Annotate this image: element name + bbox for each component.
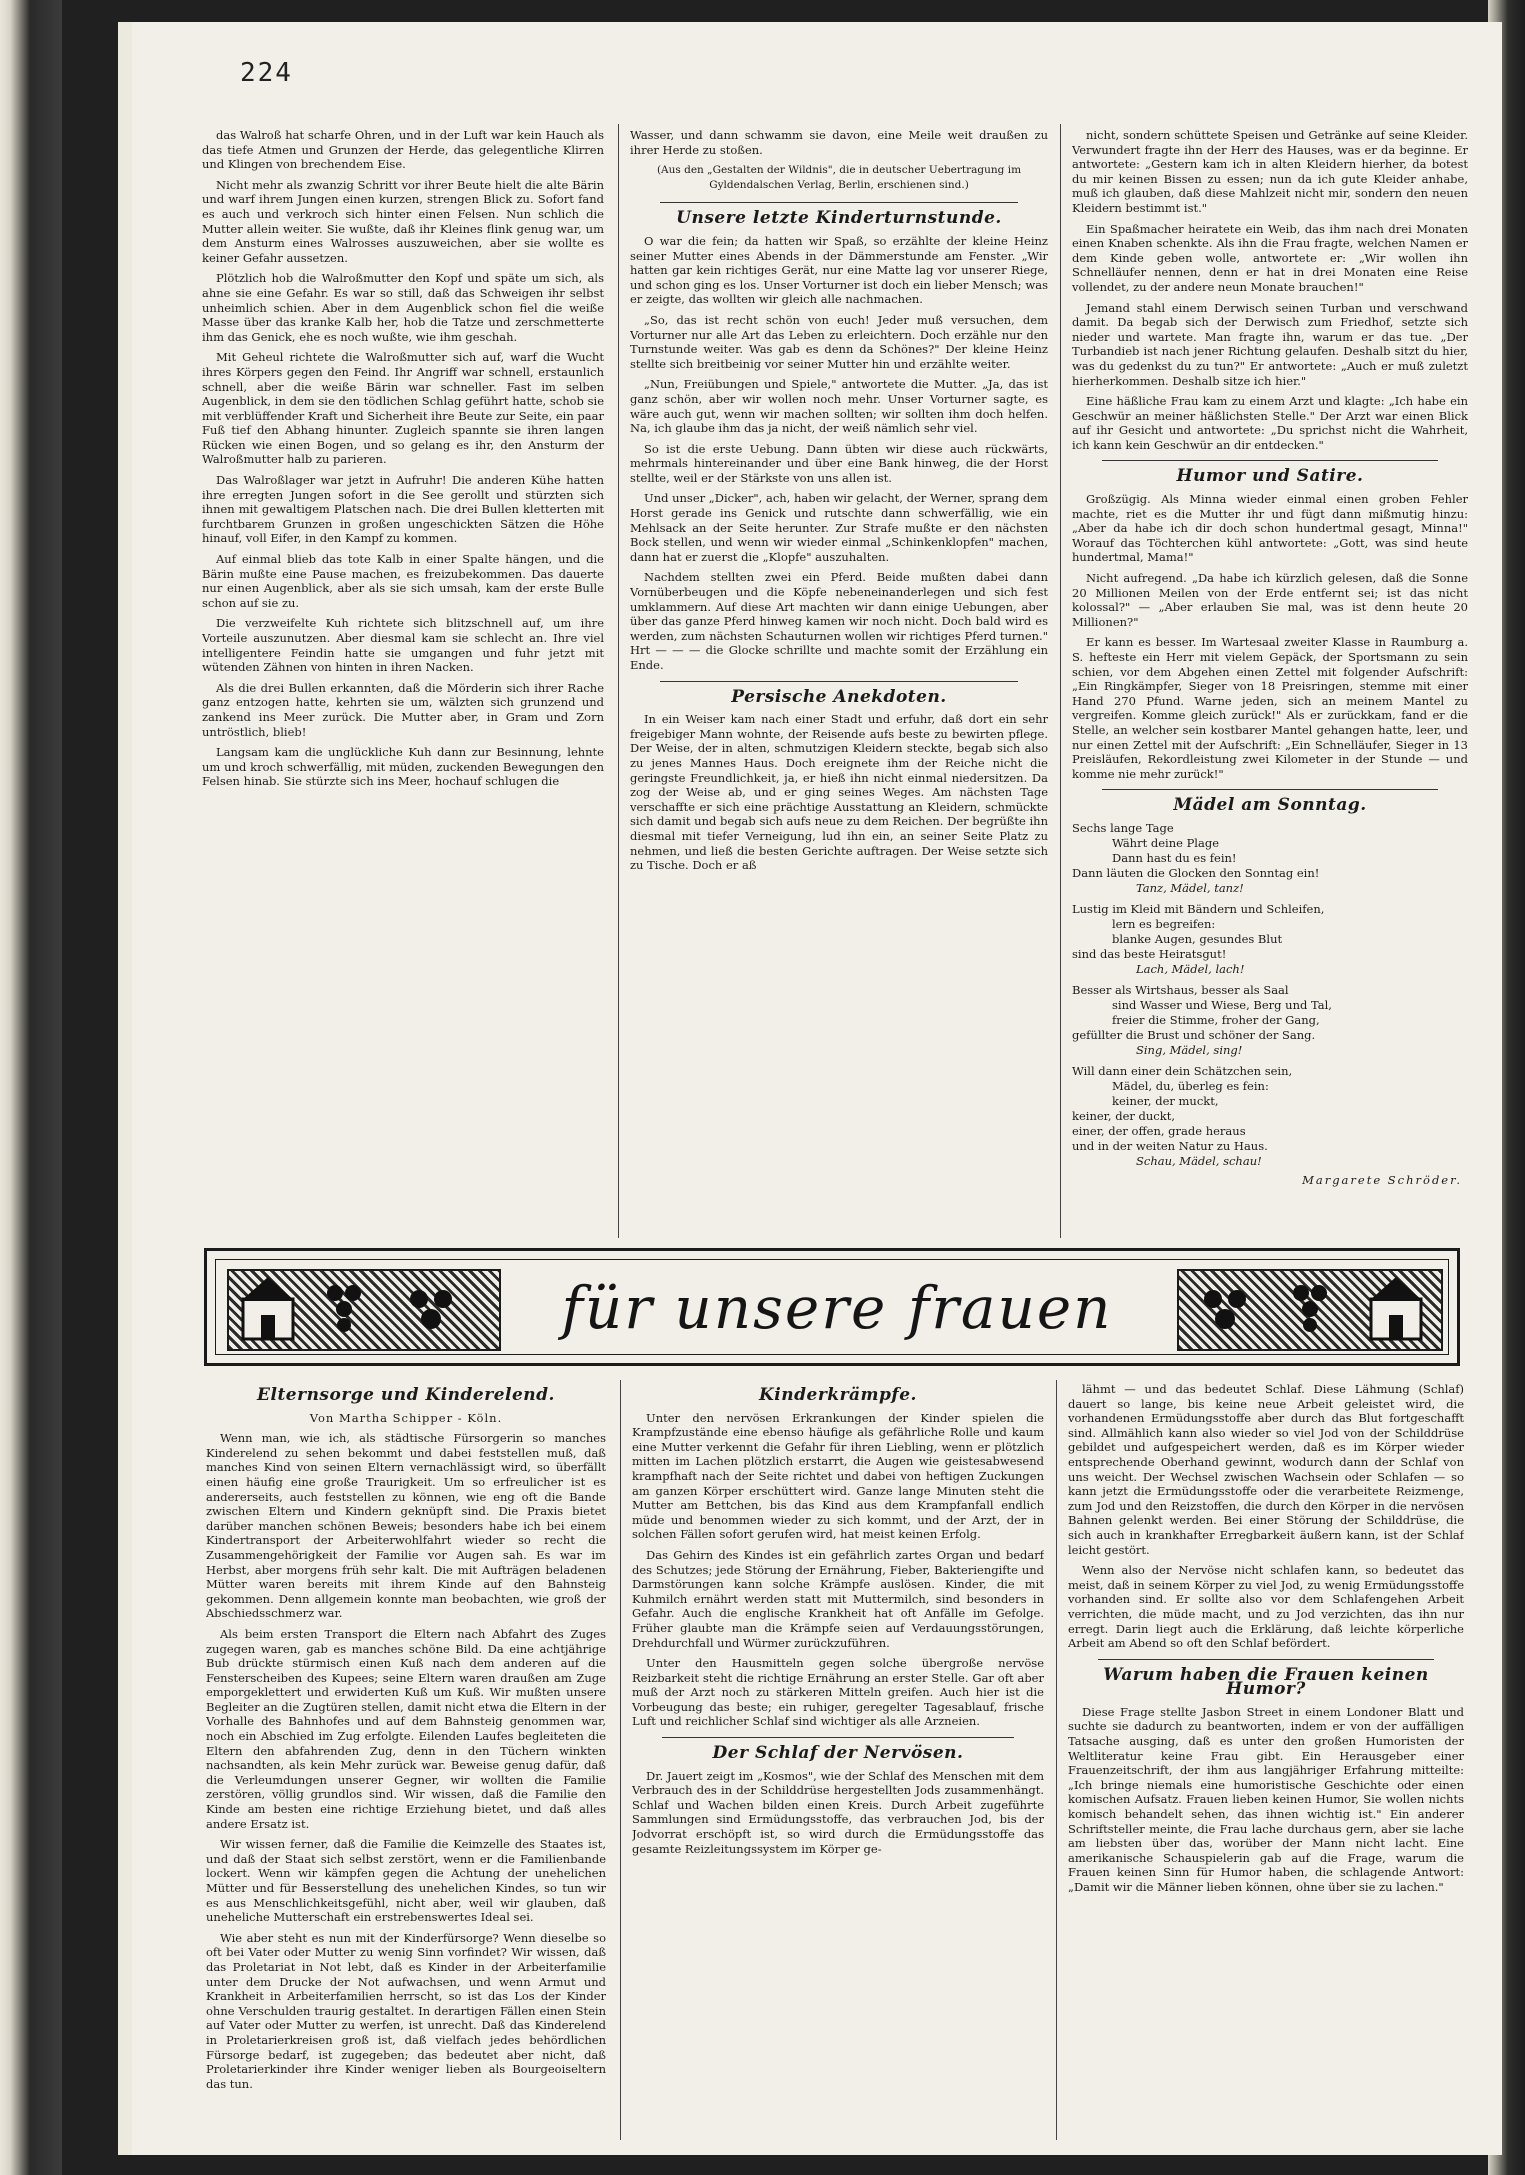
poem-line: keiner, der muckt,	[1112, 1093, 1219, 1108]
separator-line	[1102, 789, 1438, 790]
paragraph: Wie aber steht es nun mit der Kinderfürsorge? Wenn dieselbe so oft bei Vater oder Mutter zu wenig Sinn vorfindet? Wir wissen, daß das Proletariat in Not lebt, daß es Kinder in der Arbeiterfamilie unter dem Drucke der Not aufwachsen, und wenn Armut und Krankheit in Arbeiterfamilien herrscht, so ist das Los der Kinder ohne Verschulden traurig gestaltet. In derartigen Fällen einen Stein auf Vater oder Mutter zu werfen, ist unrecht. Daß das Kinderelend in Proletarierkreisen groß ist, daß vielfach jedes behördlichen Fürsorge bedarf, ist zugegeben; das bedeutet aber nicht, daß Proletarierkinder ihre Kinder weniger lieben als Bourgeoiseltern das tun.	[206, 1930, 606, 2091]
anecdotes-continued	[1072, 128, 1468, 452]
poem-line: freier die Stimme, froher der Gang,	[1112, 1012, 1320, 1027]
poem-line: Dann läuten die Glocken den Sonntag ein!	[1072, 865, 1320, 880]
heading-kinderturnstunde: Unsere letzte Kinderturnstunde.	[676, 208, 1002, 229]
elternsorge-body	[206, 1431, 606, 2091]
poem-line: Mädel, du, überleg es fein:	[1112, 1078, 1269, 1093]
poem-line: einer, der offen, grade heraus	[1072, 1123, 1246, 1138]
poem-line: Lustig im Kleid mit Bändern und Schleifen,	[1072, 901, 1325, 916]
byline: Von Martha Schipper - Köln.	[309, 1410, 503, 1425]
poem-line: lern es begreifen:	[1112, 916, 1216, 931]
article-elternsorge	[206, 1382, 606, 2142]
page-number: 224	[240, 58, 293, 88]
heading-warum-keinen-humor: Warum haben die Frauen keinen Humor?	[1103, 1664, 1429, 1700]
paragraph: Mit Geheul richtete die Walroßmutter sich auf, warf die Wucht ihres Körpers gegen den Feind. Ihr Angriff war schnell, erstaunlich schnell, aber die weiße Bärin war schneller. Fast im selben Augenblick, in dem sie den tödlichen Schlag geführt hatte, schob sie mit verblüffender Kraft und Sicherheit ihre Beute zur Seite, ein paar Fuß tief den Abhang hinunter. Zugleich spannte sie ihren langen Rücken wie einen Bogen, und so gelang es ihr, den Ansturm der Walroßmutter halb zu parieren.	[202, 350, 604, 467]
humor-item: Er kann es besser. Im Wartesaal zweiter Klasse in Raumburg a. S. hefteste ein Herr mit vielem Gepäck, der Sportsmann zu sein schien, vor dem Abgehen einen Zettel mit folgender Aufschrift: „Ein Ringkämpfer, Sieger von 18 Preisringen, stemme mit einer Hand 270 Pfund. Warne jeden, sich an meinem Mantel zu vergreifen. Komme gleich zurück!" Als er zurückkam, fand er die Stelle, an welcher sein kostbarer Mantel gehangen hatte, leer, und nur einen Zettel mit der Aufschrift: „Ein Schnelläufer, Sieger in 13 Preisläufen, Rekordleistung zwei Kilometer in der Stunde — und komme nie mehr zurück!"	[1072, 635, 1468, 781]
poem-line: sind das beste Heiratsgut!	[1072, 946, 1227, 961]
section-banner	[204, 1248, 1460, 1366]
column-rule	[618, 124, 619, 1238]
paragraph: Langsam kam die unglückliche Kuh dann zur Besinnung, lehnte um und kroch schwerfällig, mit müden, zuckenden Bewegungen den Felsen hinab. Sie stürzte sich ins Meer, hochauf schlugen die	[202, 745, 604, 789]
paragraph: „So, das ist recht schön von euch! Jeder muß versuchen, dem Vorturner nur alle Art das Leben zu erleichtern. Doch erzähle nur den Turnstunde weiter. Was gab es denn da Schönes?" Der kleine Heinz stellte sich breitbeinig vor seiner Mutter hin und erzählte weiter.	[630, 312, 1048, 371]
walrus-conclusion: Wasser, und dann schwamm sie davon, eine Meile weit draußen zu ihrer Herde zu stoßen.	[630, 128, 1048, 157]
poem-line: keiner, der duckt,	[1072, 1108, 1175, 1123]
poem-line: blanke Augen, gesundes Blut	[1112, 931, 1283, 946]
separator-line	[1102, 460, 1438, 461]
column-rule	[1056, 1380, 1057, 2140]
book-binding-left	[0, 0, 62, 2175]
poem-line: Besser als Wirtshaus, besser als Saal	[1072, 982, 1289, 997]
grape-ornament-icon	[1283, 1269, 1341, 1347]
poem-line: Schau, Mädel, schau!	[1136, 1153, 1262, 1168]
grape-ornament-icon	[317, 1269, 375, 1347]
paragraph: Wenn also der Nervöse nicht schlafen kann, so bedeutet das meist, daß in seinem Körper zu viel Jod, zu wenig Ermüdungsstoffe vorhanden sind. Er sollte also vor dem Schlafengehen Arbeit verrichten, die müde macht, und zu Jod verzichten, das ihn nur erregt. Darin liegt auch die Erklärung, daß leichte körperliche Arbeit am Abend so oft den Schlaf befördert.	[1068, 1563, 1464, 1651]
house-ornament-icon	[1367, 1269, 1425, 1347]
poem-author: Margarete Schröder.	[1302, 1172, 1462, 1187]
fruit-ornament-icon	[403, 1269, 461, 1347]
poem-line: Will dann einer dein Schätzchen sein,	[1072, 1063, 1293, 1078]
separator-line	[660, 681, 1018, 682]
heading-humor-und-satire: Humor und Satire.	[1176, 466, 1364, 487]
heading-persische-anekdoten: Persische Anekdoten.	[731, 686, 947, 707]
separator-line	[1098, 1659, 1434, 1660]
anecdote-text: In ein Weiser kam nach einer Stadt und erfuhr, daß dort ein sehr freigebiger Mann wohnte, der Reisende aufs beste zu bewirten pflege. Der Weise, der in alten, schmutzigen Kleidern steckte, begab sich also zu jenes Mannes Haus. Doch ereignete ihm der Reiche nicht die geringste Freundlichkeit, ja, er hieß ihn nicht einmal niedersitzen. Da zog der Weise ab, und er ging seines Weges. Am nächsten Tage verschaffte er sich eine prächtige Ausstattung an Kleidern, schmückte sich damit und begab sich aufs neue zu dem Reichen. Der begrüßte ihn diesmal mit tiefer Verneigung, lud ihn ein, an seiner Seite Platz zu nehmen, und ließ die besten Gerichte auftragen. Der Weise setzte sich zu Tische. Doch er aß	[630, 712, 1048, 873]
bottom-column-3	[1068, 1382, 1464, 2142]
poem-line: und in der weiten Natur zu Haus.	[1072, 1138, 1268, 1153]
paragraph: Jemand stahl einem Derwisch seinen Turban und verschwand damit. Da begab sich der Derwisch zum Friedhof, setzte sich nieder und wartete. Man fragte ihn, warum er das tue. „Der Turbandieb ist nach jener Richtung gelaufen. Deshalb sitzt du hier, was du gedenkst du zu tun?" Er antwortete: „Auch er muß zuletzt hierherkommen. Deshalb sitze ich hier."	[1072, 300, 1468, 388]
article-walrus-continued	[202, 128, 604, 1240]
paragraph: Unter den nervösen Erkrankungen der Kinder spielen die Krampfzustände eine ebenso häufige als gefährliche Rolle und kaum eine Mutter verkennt die Gefahr für ihren Liebling, wenn er plötzlich mitten im Lachen plötzlich erstarrt, die Augen wie geistesabwesend krampfhaft nach der Seite richtet und dabei von heftigen Zuckungen am ganzen Körper erschüttert wird. Ganze lange Minuten steht die Mutter am Bettchen, bis das Kind aus dem Krampfanfall endlich müde und benommen wieder zu sich kommt, und der Arzt, der in solchen Fällen sofort gerufen wird, hat meist keinen Erfolg.	[632, 1410, 1044, 1542]
humor-items	[1072, 492, 1468, 781]
poem-line: Sechs lange Tage	[1072, 820, 1174, 835]
upper-column-2	[630, 128, 1048, 1240]
paragraph: Ein Spaßmacher heiratete ein Weib, das ihm nach drei Monaten einen Knaben schenkte. Als ihn die Frau fragte, welchen Namen er dem Kinde geben wolle, antwortete er: „Wir wollen ihn Schnelläufer nennen, denn er hat in drei Monaten eine Reise vollendet, zu der andere neun Monate brauchen!"	[1072, 221, 1468, 294]
paragraph: das Walroß hat scharfe Ohren, und in der Luft war kein Hauch als das tiefe Atmen und Grunzen der Herde, das gelegentliche Klirren und Klingen von brechendem Eise.	[202, 128, 604, 172]
paragraph: „Nun, Freiübungen und Spiele," antwortete die Mutter. „Ja, das ist ganz schön, aber wir wollen noch mehr. Unser Vorturner sagte, es wäre auch gut, wenn wir machen sollten; wir sollten ihm doch helfen. Na, ich glaube ihm das ja nicht, der weiß nämlich sehr viel.	[630, 377, 1048, 436]
paragraph: So ist die erste Uebung. Dann übten wir diese auch rückwärts, mehrmals hintereinander und über eine Bank hinweg, die der Horst stellte, weil er der Stärkste von uns allen ist.	[630, 441, 1048, 485]
humor-item: Nicht aufregend. „Da habe ich kürzlich gelesen, daß die Sonne 20 Millionen Meilen von der Erde entfernt sei; ist das nicht kolossal?" — „Aber erlauben Sie mal, was ist denn heute 20 Millionen?"	[1072, 571, 1468, 629]
schlaf-continued	[1068, 1382, 1464, 1651]
source-note: (Aus den „Gestalten der Wildnis", die in deutscher Uebertragung im Gyldendalschen Verlag, Berlin, erschienen sind.)	[656, 164, 1022, 191]
paragraph: Das Walroßlager war jetzt in Aufruhr! Die anderen Kühe hatten ihre erregten Jungen sofort in die See gerollt und stürzten sich ihnen mit gewaltigem Platschen nach. Die drei Bullen kletterten mit furchtbarem Grunzen in großen ungeschickten Sätzen die Höhe hinauf, voll Eifer, in den Kampf zu kommen.	[202, 473, 604, 546]
paragraph: nicht, sondern schüttete Speisen und Getränke auf seine Kleider. Verwundert fragte ihn der Herr des Hauses, was er da beginne. Er antwortete: „Gestern kam ich in alten Kleidern hierher, da botest du mir keinen Bissen zu essen; nun da ich gute Kleider anhabe, muß ich glauben, daß diese Mahlzeit nicht mir, sondern den neuen Kleidern bestimmt ist."	[1072, 128, 1468, 215]
fruit-ornament-icon	[1197, 1269, 1255, 1347]
paragraph: Als beim ersten Transport die Eltern nach Abfahrt des Zuges zugegen waren, gab es manches schöne Bild. Da eine achtjährige Bub drückte stürmisch einen Kuß nach dem anderen auf die Fensterscheiben des Kupees; seine Eltern waren draußen am Zuge emporgeklettert und erwiderten Kuß um Kuß. Wir mußten unsere Begleiter an die Zugtüren stellen, damit nicht etwa die Eltern in der Vorhalle des Bahnhofes und auf dem Bahnsteig genommen war, noch ein Abschied im Zug erfolgte. Eilenden Laufes begleiteten die Eltern den abfahrenden Zug, denn in den Tüchern winkten nachsandten, als kein Mehr zurück war. Beweise genug dafür, daß die Verleumdungen unserer Gegner, wir wollten die Familie zerstören, völlig grundlos sind. Wir wissen, daß die Familie den Kinde am besten eine richtige Erziehung bietet, und daß alles andere Ersatz ist.	[206, 1626, 606, 1831]
banner-title: für unsere frauen	[561, 1274, 1113, 1342]
paragraph: Eine häßliche Frau kam zu einem Arzt und klagte: „Ich habe ein Geschwür an meiner häßlichsten Stelle." Der Arzt war einen Blick auf ihr Gesicht und antwortete: „Du sprichst nicht die Wahrheit, ich kann kein Geschwür an dir entdecken."	[1072, 394, 1468, 452]
paragraph: Wir wissen ferner, daß die Familie die Keimzelle des Staates ist, und daß der Staat sich selbst zerstört, wenn er die Familienbande lockert. Wenn wir kämpfen gegen die Achtung der unehelichen Mütter und für Besserstellung des unehelichen Kindes, so tun wir es aus Menschlichkeitsgefühl, nicht aber, weil wir glauben, daß uneheliche Mutterschaft ein erstrebenswertes Ideal sei.	[206, 1837, 606, 1925]
humor-item: Großzügig. Als Minna wieder einmal einen groben Fehler machte, riet es die Mutter ihr und fügt dann mißmutig hinzu: „Aber da habe ich dir doch schon hundertmal gesagt, Minna!" Worauf das Töchterchen kühl antwortete: „Gott, was sind heute hundertmal, Mama!"	[1072, 492, 1468, 565]
paragraph: Nicht mehr als zwanzig Schritt vor ihrer Beute hielt die alte Bärin und warf ihrem Jungen einen kurzen, strengen Blick zu. Sofort fand es auch und verkroch sich hinter einen Felsen. Nun schlich die Mutter allein weiter. Sie wußte, daß ihr Kleines flink genug war, um dem Ansturm eines Walrosses auszuweichen, aber sie wollte es keiner Gefahr aussetzen.	[202, 177, 604, 265]
humor-article-text: Diese Frage stellte Jasbon Street in einem Londoner Blatt und suchte sie dadurch zu beantworten, indem er von der auffälligen Tatsache ausging, daß es unter den großen Humoristen der Weltliteratur keine Frau gibt. Ein Herausgeber einer Frauenzeitschrift, der ihm aus langjähriger Erfahrung mitteilte: „Ich bringe niemals eine humoristische Geschichte oder einen komischen Aufsatz. Frauen lieben keinen Humor, Sie wollen nichts komisch behandelt sehen, das ihnen wichtig ist." Ein anderer Schriftsteller meinte, die Frau lache durchaus gern, aber sie lache am liebsten über das, worüber der Mann nicht lacht. Eine amerikanische Schauspielerin gab auf die Frage, warum die Frauen keinen Sinn für Humor haben, die schlagende Antwort: „Damit wir die Männer lieben können, ohne über sie zu lachen."	[1068, 1704, 1464, 1894]
paragraph: Plötzlich hob die Walroßmutter den Kopf und späte um sich, als ahne sie eine Gefahr. Es war so still, daß das Schweigen ihr selbst unheimlich schien. Aber in dem Augenblick schon fiel die weiße Masse über das kranke Kalb her, hob die Tatze und zerschmetterte ihm das Genick, ehe es noch wußte, wie ihm geschah.	[202, 271, 604, 344]
schlaf-text: Dr. Jauert zeigt im „Kosmos", wie der Schlaf des Menschen mit dem Verbrauch des in der Schilddrüse hergestellten Jods zusammenhängt. Schlaf und Wachen bilden einen Kreis. Durch Arbeit zugeführte Sammlungen sind Ermüdungsstoffe, das verbrauchen Jod, bis der Jodvorrat erschöpft ist, so wird durch die Ermüdungsstoffe das gesamte Reizleitungssystem im Körper ge-	[632, 1768, 1044, 1856]
bottom-column-2	[632, 1382, 1044, 2142]
heading-schlaf-der-nervoesen: Der Schlaf der Nervösen.	[712, 1743, 964, 1764]
paragraph: lähmt — und das bedeutet Schlaf. Diese Lähmung (Schlaf) dauert so lange, bis keine neue Arbeit geleistet wird, die vorhandenen Ermüdungsstoffe aber durch das Blut fortgeschafft sind. Allmählich kann also wieder so viel Jod von der Schilddrüse gebildet und aufgespeichert werden, daß es im Körper wieder entsprechende Oberhand gewinnt, wodurch dann der Schlaf von uns weicht. Der Wechsel zwischen Wachsein oder Schlafen — so kann jetzt die Ermüdungsstoffe oder die verarbeitete Reizmenge, zum Jod und den Reizstoffen, die durch den Körper in die nervösen Bahnen gelenkt werden. Bei einer Störung der Schilddrüse, die sich auch in krankhafter Erregbarkeit äußern kann, ist der Schlaf leicht gestört.	[1068, 1382, 1464, 1557]
house-ornament-icon	[239, 1269, 297, 1347]
poem-line: Sing, Mädel, sing!	[1136, 1042, 1243, 1057]
separator-line	[660, 202, 1018, 203]
heading-kinderkraempfe: Kinderkrämpfe.	[759, 1385, 917, 1405]
separator-line	[662, 1737, 1014, 1738]
poem-line: Lach, Mädel, lach!	[1136, 961, 1245, 976]
poem-line: Tanz, Mädel, tanz!	[1136, 880, 1244, 895]
poem-line: Dann hast du es fein!	[1112, 850, 1237, 865]
poem-line: sind Wasser und Wiese, Berg und Tal,	[1112, 997, 1332, 1012]
heading-elternsorge: Elternsorge und Kinderelend.	[257, 1385, 555, 1405]
poem-line: Währt deine Plage	[1112, 835, 1220, 850]
paragraph: Unter den Hausmitteln gegen solche übergroße nervöse Reizbarkeit steht die richtige Ernährung an erster Stelle. Gar oft aber muß der Arzt noch zu stärkeren Mitteln greifen. Auch hier ist die Vorbeugung das beste; ein ruhiger, geregelter Tagesablauf, frische Luft und reichlicher Schlaf sind wichtiger als alle Arzneien.	[632, 1656, 1044, 1729]
paragraph: Auf einmal blieb das tote Kalb in einer Spalte hängen, und die Bärin mußte eine Pause machen, es freizubekommen. Das dauerte nur einen Augenblick, aber als sie sich umsah, kam der erste Bulle schon auf sie zu.	[202, 552, 604, 610]
poem	[1072, 821, 1468, 1169]
paragraph: Und unser „Dicker", ach, haben wir gelacht, der Werner, sprang dem Horst gerade ins Genick und rutschte dann schwerfällig, wie ein Mehlsack an der Seite herunter. Zur Strafe mußte er den nächsten Bock stellen, und wenn wir wieder einmal „Schinkenklopfen" machen, dann hat er zuerst die „Klopfe" auszuhalten.	[630, 491, 1048, 564]
heading-maedel-am-sonntag: Mädel am Sonntag.	[1173, 795, 1367, 816]
paragraph: O war die fein; da hatten wir Spaß, so erzählte der kleine Heinz seiner Mutter eines Abends in der Dämmerstunde am Fenster. „Wir hatten gar kein richtiges Gerät, nur eine Matte lag vor unserer Riege, und schon ging es los. Unser Vorturner ist doch ein lieber Mensch; was er zeigte, das wollten wir gleich alle nachmachen.	[630, 233, 1048, 307]
paragraph: Das Gehirn des Kindes ist ein gefährlich zartes Organ und bedarf des Schutzes; jede Störung der Ernährung, Fieber, Bakteriengifte und Darmstörungen kann solche Krämpfe auslösen. Kinder, die mit Kuhmilch ernährt werden statt mit Muttermilch, sind besonders in Gefahr. Auch die englische Krankheit hat oft Anfälle im Gefolge. Früher glaubte man die Krämpfe seien auf Verdauungsstörungen, Drehdurchfall und Würmer zurückzuführen.	[632, 1547, 1044, 1650]
paragraph: Die verzweifelte Kuh richtete sich blitzschnell auf, um ihre Vorteile auszunutzen. Aber diesmal kam sie schlecht an. Ihre viel intelligentere Feindin hatte sie umgangen und fuhr jetzt mit wütenden Zähnen von hinten in ihren Nacken.	[202, 616, 604, 675]
upper-column-3	[1072, 128, 1468, 1240]
poem-line: gefüllter die Brust und schöner der Sang.	[1072, 1027, 1316, 1042]
paragraph: Als die drei Bullen erkannten, daß die Mörderin sich ihrer Rache ganz entzogen hatte, kehrten sie um, wälzten sich grunzend und zankend ins Meer zurück. Die Mutter aber, in Gram und Zorn untröstlich, blieb!	[202, 680, 604, 739]
column-rule	[620, 1380, 621, 2140]
article-kinderturnstunde	[630, 234, 1048, 673]
article-kinderkraempfe	[632, 1411, 1044, 1729]
paragraph: Nachdem stellten zwei ein Pferd. Beide mußten dabei dann Vornüberbeugen und die Köpfe nebeneinanderlegen und sich fest umklammern. Auf diese Art machten wir dann einige Uebungen, aber über das ganze Pferd hinweg kamen wir noch nicht. Doch bald wird es werden, zum nächsten Schauturnen wollen wir richtiges Pferd turnen." Hrt — — — die Glocke schrillte und machte somit der Erzählung ein Ende.	[630, 570, 1048, 672]
paragraph: Wenn man, wie ich, als städtische Fürsorgerin so manches Kinderelend zu sehen bekommt und dabei feststellen muß, daß manches Kind von seinen Eltern vernachlässigt wird, so überfällt einen häufig eine große Traurigkeit. Um so erfreulicher ist es andererseits, auch feststellen zu können, wie eng oft die Bande zwischen Eltern und Kindern geknüpft sind. Die Praxis bietet darüber manchen schönen Beweis; besonders habe ich bei einem Kindertransport der Arbeiterwohlfahrt wieder so recht die Zusammengehörigkeit der Familie vor Augen sah. Es war im Herbst, aber morgens früh sehr kalt. Die mit Aufträgen beladenen Mütter waren bereits mit ihrem Kinde auf den Bahnsteig gekommen. Denn allgemein konnte man beobachten, wie groß der Abschiedsschmerz war.	[206, 1431, 606, 1621]
column-rule	[1060, 124, 1061, 1238]
